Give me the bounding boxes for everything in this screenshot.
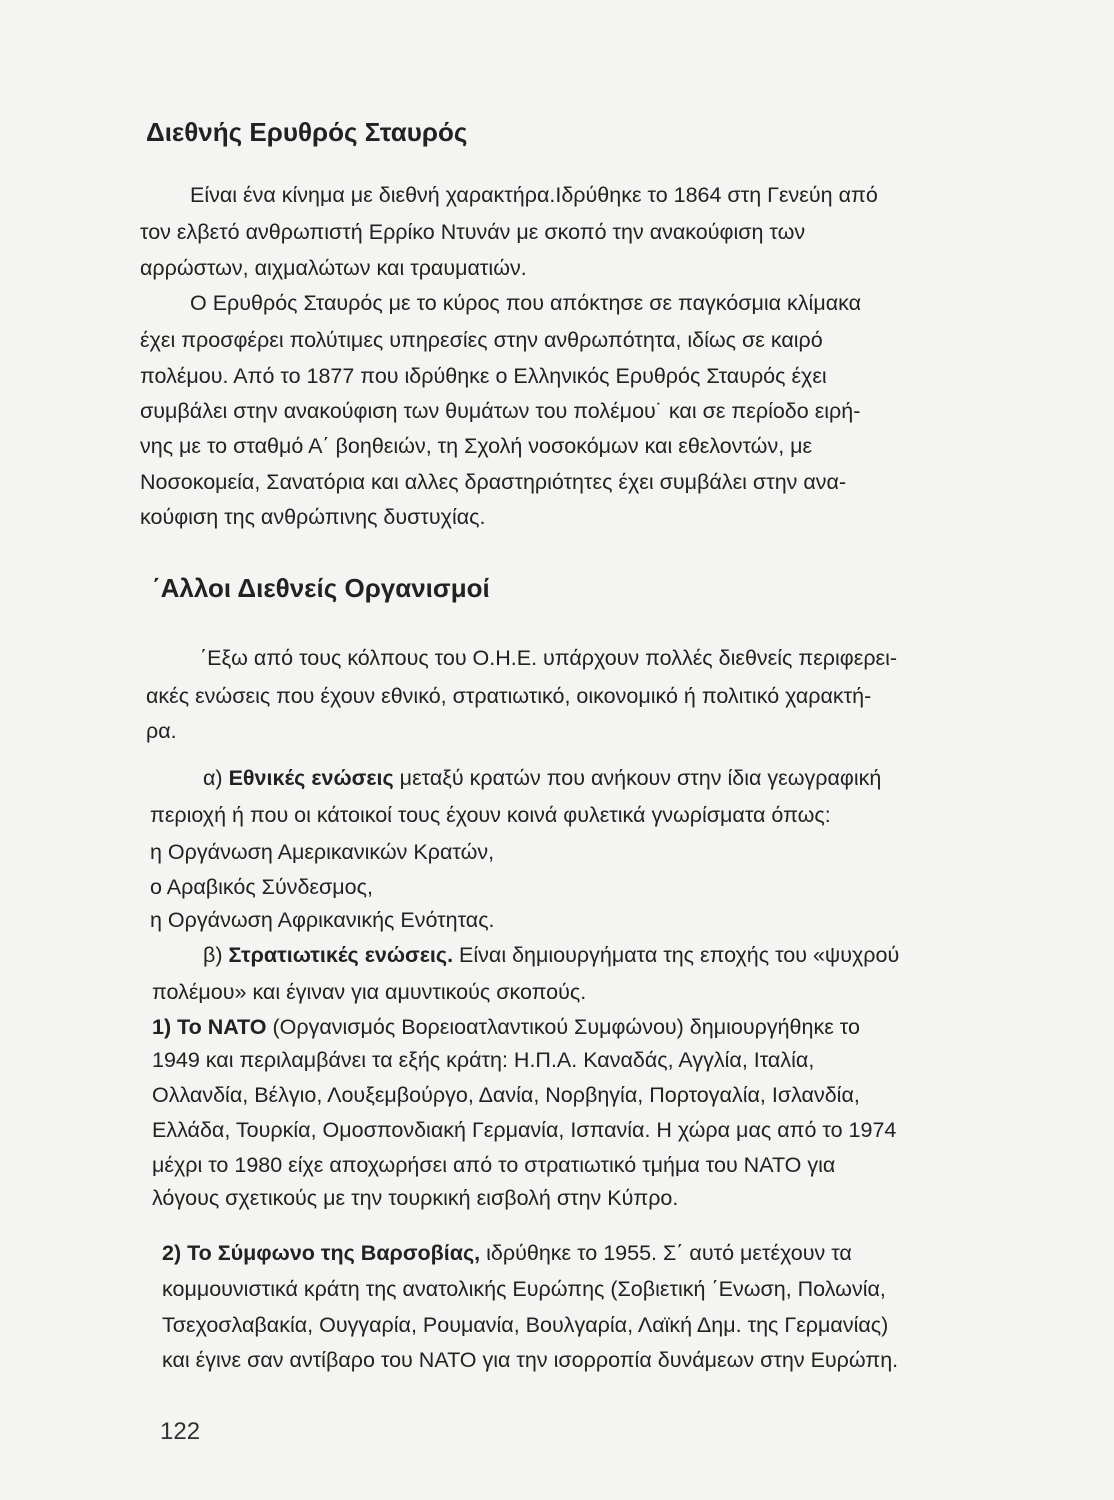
paragraph-line: συμβάλει στην ανακούφιση των θυμάτων του πολέμου˙ και σε περίοδο ειρή- [140,399,861,423]
warsaw-heading-line [162,1243,852,1265]
term-military-unions: Στρατιωτικές ενώσεις. [228,943,454,967]
paragraph-line: αρρώστων, αιχμαλώτων και τραυματιών. [140,256,527,280]
item-text: ιδρύθηκε το 1955. Σ΄ αυτό μετέχουν τα [480,1241,852,1265]
paragraph-line: έχει προσφέρει πολύτιμες υπηρεσίες στην ανθρωπότητα, ιδίως σε καιρό [140,328,823,352]
section-title-red-cross: Διεθνής Ερυθρός Σταυρός [146,117,468,147]
paragraph-line: Είναι ένα κίνημα με διεθνή χαρακτήρα.Ιδρύθηκε το 1864 στη Γενεύη από [190,183,878,207]
paragraph-line: μέχρι το 1980 είχε αποχωρήσει από το στρατιωτικό τμήμα του ΝΑΤΟ για [152,1153,836,1177]
item-marker: β) [203,943,229,967]
example-item: η Οργάνωση Αμερικανικών Κρατών, [150,840,495,864]
paragraph-line: Ο Ερυθρός Σταυρός με το κύρος που απόκτησε σε παγκόσμια κλίμακα [190,291,862,315]
example-item: ο Αραβικός Σύνδεσμος, [150,875,373,899]
paragraph-line: 1949 και περιλαμβάνει τα εξής κράτη: Η.Π.Α. Καναδάς, Αγγλία, Ιταλία, [152,1048,815,1072]
item-text: (Οργανισμός Βορειοατλαντικού Συμφώνου) δημιουργήθηκε το [266,1015,860,1039]
paragraph-line: περιοχή ή που οι κάτοικοί τους έχουν κοινά φυλετικά γνωρίσματα όπως: [150,803,831,827]
paragraph-line: κομμουνιστικά κράτη της ανατολικής Ευρώπης (Σοβιετική ΄Ενωση, Πολωνία, [162,1277,886,1301]
page-number: 122 [160,1418,201,1445]
paragraph-line: και έγινε σαν αντίβαρο του ΝΑΤΟ για την ισορροπία δυνάμεων στην Ευρώπη. [162,1348,899,1372]
nato-heading-line [152,1017,860,1039]
paragraph-line: πολέμου. Από το 1877 που ιδρύθηκε ο Ελληνικός Ερυθρός Σταυρός έχει [140,364,827,388]
list-item-military-unions [203,945,899,967]
paragraph-line: Νοσοκομεία, Σανατόρια και αλλες δραστηριότητες έχει συμβάλει στην ανα- [140,470,847,494]
term-warsaw-pact: 2) Το Σύμφωνο της Βαρσοβίας, [162,1241,481,1265]
term-nato: 1) Το ΝΑΤΟ [152,1015,267,1039]
term-national-unions: Εθνικές ενώσεις [228,766,394,790]
section-title-other-organisations: ΄Αλλοι Διεθνείς Οργανισμοί [152,573,490,603]
example-item: η Οργάνωση Αφρικανικής Ενότητας. [150,908,495,932]
item-text: μεταξύ κρατών που ανήκουν στην ίδια γεωγραφική [393,766,882,790]
paragraph-line: ΄Εξω από τους κόλπους του Ο.Η.Ε. υπάρχουν πολλές διεθνείς περιφερει- [200,646,898,670]
list-item-national-unions [203,768,881,790]
item-marker: α) [203,766,229,790]
paragraph-line: Ελλάδα, Τουρκία, Ομοσπονδιακή Γερμανία, Ισπανία. Η χώρα μας από το 1974 [152,1118,897,1142]
paragraph-line: ρα. [146,719,177,743]
paragraph-line: τον ελβετό ανθρωπιστή Ερρίκο Ντυνάν με σκοπό την ανακούφιση των [140,220,806,244]
paragraph-line: κούφιση της ανθρώπινης δυστυχίας. [140,505,486,529]
paragraph-line: Ολλανδία, Βέλγιο, Λουξεμβούργο, Δανία, Νορβηγία, Πορτογαλία, Ισλανδία, [152,1083,860,1107]
paragraph-line: λόγους σχετικούς με την τουρκική εισβολή στην Κύπρο. [152,1186,679,1210]
paragraph-line: νης με το σταθμό Α΄ βοηθειών, τη Σχολή νοσοκόμων και εθελοντών, με [140,434,813,458]
paragraph-line: πολέμου» και έγιναν για αμυντικούς σκοπούς. [152,980,587,1004]
paragraph-line: ακές ενώσεις που έχουν εθνικό, στρατιωτικό, οικονομικό ή πολιτικό χαρακτή- [146,684,872,708]
item-text: Είναι δημιουργήματα της εποχής του «ψυχρού [453,943,900,967]
paragraph-line: Τσεχοσλαβακία, Ουγγαρία, Ρουμανία, Βουλγαρία, Λαϊκή Δημ. της Γερμανίας) [162,1313,889,1337]
